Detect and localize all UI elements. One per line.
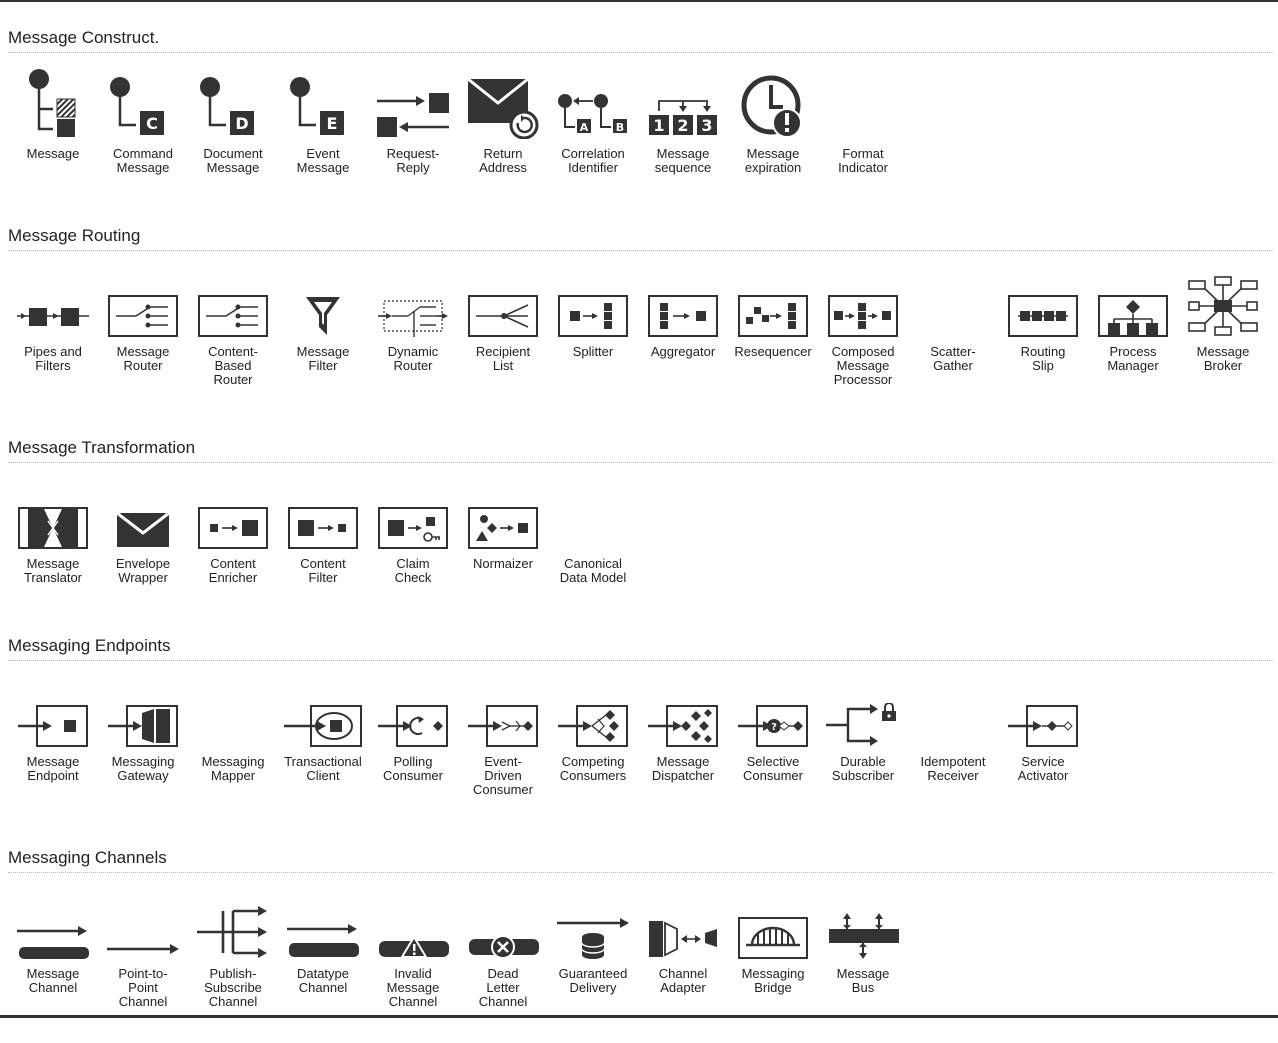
pattern-label: Channel Adapter xyxy=(658,966,708,995)
pattern-label: Return Address xyxy=(479,146,527,175)
pattern-item[interactable] xyxy=(368,677,458,783)
message-expiration-icon xyxy=(728,69,818,139)
pattern-item[interactable] xyxy=(548,69,638,175)
pattern-item[interactable] xyxy=(548,889,638,995)
pattern-item[interactable] xyxy=(728,69,818,175)
svg-text:?: ? xyxy=(771,722,777,733)
section-message-routing xyxy=(8,224,1278,421)
messaging-bridge-icon xyxy=(728,889,818,959)
pattern-label: Event- Driven Consumer xyxy=(473,754,533,797)
pattern-item[interactable] xyxy=(1178,267,1268,373)
pattern-item[interactable] xyxy=(908,677,998,783)
pattern-label: Recipient List xyxy=(475,344,531,373)
pattern-item[interactable] xyxy=(98,889,188,1009)
pattern-item[interactable] xyxy=(818,889,908,995)
pattern-item[interactable] xyxy=(368,479,458,585)
pattern-item[interactable] xyxy=(368,267,458,373)
pattern-label: Message Broker xyxy=(1196,344,1250,373)
svg-text:E: E xyxy=(326,114,338,133)
pattern-item[interactable] xyxy=(998,677,1088,783)
pattern-label: Messaging Bridge xyxy=(741,966,805,995)
invalid-message-channel-icon xyxy=(368,889,458,959)
pattern-item[interactable] xyxy=(8,889,98,995)
pipes-and-filters-icon xyxy=(8,267,98,337)
normalizer-icon xyxy=(458,479,548,549)
correlation-identifier-icon xyxy=(548,69,638,139)
claim-check-icon xyxy=(368,479,458,549)
polling-consumer-icon xyxy=(368,677,458,747)
pattern-label: Claim Check xyxy=(394,556,432,585)
resequencer-icon xyxy=(728,267,818,337)
pattern-label: Message Channel xyxy=(26,966,80,995)
pattern-item[interactable] xyxy=(188,889,278,1009)
section-title: Message Transformation xyxy=(8,436,1274,463)
pattern-item[interactable] xyxy=(278,69,368,175)
pattern-item[interactable] xyxy=(728,677,818,783)
pattern-item[interactable] xyxy=(728,889,818,995)
pattern-item[interactable] xyxy=(8,69,98,161)
pattern-label: Pipes and Filters xyxy=(24,344,82,373)
pattern-label: Messaging Gateway xyxy=(111,754,175,783)
service-activator-icon xyxy=(998,677,1088,747)
message-router-icon xyxy=(98,267,188,337)
section-messaging-channels xyxy=(8,846,1278,1043)
pattern-label: Transactional Client xyxy=(284,754,362,783)
pattern-label: Message Filter xyxy=(296,344,350,373)
pattern-item[interactable] xyxy=(638,889,728,995)
pattern-label: Idempotent Receiver xyxy=(920,754,986,783)
content-based-router-icon xyxy=(188,267,278,337)
pattern-label: Datatype Channel xyxy=(296,966,350,995)
message-filter-icon xyxy=(278,267,368,337)
pattern-label: Service Activator xyxy=(1017,754,1069,783)
durable-subscriber-icon xyxy=(818,677,908,747)
pattern-label: Correlation Identifier xyxy=(561,146,625,175)
pattern-label: Messaging Mapper xyxy=(201,754,265,783)
pattern-label: Command Message xyxy=(113,146,173,175)
datatype-channel-icon xyxy=(278,889,368,959)
pattern-label: Canonical Data Model xyxy=(559,556,627,585)
dynamic-router-icon xyxy=(368,267,458,337)
section-title: Messaging Channels xyxy=(8,846,1274,873)
command-message-icon xyxy=(98,69,188,139)
process-manager-icon xyxy=(1088,267,1178,337)
messaging-gateway-icon xyxy=(98,677,188,747)
message-translator-icon xyxy=(8,479,98,549)
pattern-item[interactable] xyxy=(188,677,278,783)
pattern-label: Guaranteed Delivery xyxy=(558,966,628,995)
return-address-icon xyxy=(458,69,548,139)
pattern-label: Invalid Message Channel xyxy=(386,966,440,1009)
pattern-list xyxy=(8,661,1278,831)
message-sequence-icon xyxy=(638,69,728,139)
pattern-label: Dead Letter Channel xyxy=(478,966,528,1009)
pattern-item[interactable] xyxy=(98,479,188,585)
pattern-item[interactable] xyxy=(458,889,548,1009)
pattern-label: Content Enricher xyxy=(208,556,258,585)
pattern-item[interactable] xyxy=(638,267,728,359)
pattern-item[interactable] xyxy=(188,479,278,585)
pattern-label: Resequencer xyxy=(734,344,812,359)
pattern-label: Message Bus xyxy=(836,966,890,995)
svg-text:D: D xyxy=(235,114,249,133)
event-driven-consumer-icon xyxy=(458,677,548,747)
pattern-item[interactable] xyxy=(278,889,368,995)
pattern-label: Aggregator xyxy=(650,344,716,359)
pattern-item[interactable] xyxy=(458,677,548,797)
svg-text:2: 2 xyxy=(677,116,689,135)
svg-text:C: C xyxy=(146,114,158,133)
pattern-label: Polling Consumer xyxy=(383,754,443,783)
pattern-item[interactable] xyxy=(98,677,188,783)
svg-text:A: A xyxy=(579,121,589,134)
empty-icon-slot xyxy=(818,69,908,139)
pattern-item[interactable] xyxy=(458,479,548,571)
aggregator-icon xyxy=(638,267,728,337)
content-enricher-icon xyxy=(188,479,278,549)
pattern-item[interactable] xyxy=(98,69,188,175)
pattern-item[interactable] xyxy=(188,69,278,175)
pattern-item[interactable] xyxy=(728,267,818,359)
routing-slip-icon xyxy=(998,267,1088,337)
pattern-item[interactable] xyxy=(188,267,278,387)
message-icon xyxy=(8,69,98,139)
pattern-label: Scatter- Gather xyxy=(930,344,976,373)
pattern-label: Format Indicator xyxy=(838,146,888,175)
pattern-item[interactable] xyxy=(8,479,98,585)
pattern-label: Splitter xyxy=(572,344,614,359)
pattern-label: Event Message xyxy=(296,146,350,175)
pattern-label: Document Message xyxy=(203,146,263,175)
document-message-icon xyxy=(188,69,278,139)
pattern-label: Message Translator xyxy=(23,556,83,585)
pattern-item[interactable] xyxy=(458,267,548,373)
empty-icon-slot xyxy=(908,267,998,337)
pattern-label: Process Manager xyxy=(1107,344,1159,373)
pattern-label: Composed Message Processor xyxy=(831,344,895,387)
pattern-label: Normaizer xyxy=(473,556,533,571)
empty-icon-slot xyxy=(908,677,998,747)
pattern-label: Dynamic Router xyxy=(387,344,439,373)
pattern-label: Competing Consumers xyxy=(559,754,627,783)
pattern-list xyxy=(8,251,1278,421)
pattern-item[interactable] xyxy=(1088,267,1178,373)
pattern-label: Point-to- Point Channel xyxy=(118,966,168,1009)
pattern-label: Content- Based Router xyxy=(208,344,258,387)
content-filter-icon xyxy=(278,479,368,549)
pattern-item[interactable] xyxy=(818,677,908,783)
pattern-item[interactable] xyxy=(638,677,728,783)
pattern-item[interactable] xyxy=(278,267,368,373)
svg-text:3: 3 xyxy=(701,116,713,135)
section-messaging-endpoints xyxy=(8,634,1278,831)
transactional-client-icon xyxy=(278,677,368,747)
channel-adapter-icon xyxy=(638,889,728,959)
recipient-list-icon xyxy=(458,267,548,337)
selective-consumer-icon xyxy=(728,677,818,747)
event-message-icon xyxy=(278,69,368,139)
pattern-item[interactable] xyxy=(998,267,1088,373)
pattern-label: Message expiration xyxy=(744,146,802,175)
section-title: Message Routing xyxy=(8,224,1274,251)
section-title: Messaging Endpoints xyxy=(8,634,1274,661)
empty-icon-slot xyxy=(548,479,638,549)
composed-message-processor-icon xyxy=(818,267,908,337)
pattern-item[interactable] xyxy=(818,267,908,387)
section-message-construct xyxy=(8,26,1278,223)
pattern-item[interactable] xyxy=(548,479,638,585)
pattern-item[interactable] xyxy=(638,69,728,175)
pattern-item[interactable] xyxy=(818,69,908,175)
pattern-item[interactable] xyxy=(548,677,638,783)
message-endpoint-icon xyxy=(8,677,98,747)
pattern-item[interactable] xyxy=(458,69,548,175)
envelope-wrapper-icon xyxy=(98,479,188,549)
pattern-list xyxy=(8,53,1278,223)
pattern-label: Message sequence xyxy=(654,146,712,175)
pattern-label: Routing Slip xyxy=(1020,344,1066,373)
guaranteed-delivery-icon xyxy=(548,889,638,959)
section-title: Message Construct. xyxy=(8,26,1274,53)
request-reply-icon xyxy=(368,69,458,139)
svg-text:B: B xyxy=(615,121,625,134)
pattern-item[interactable] xyxy=(278,479,368,585)
pattern-label: Durable Subscriber xyxy=(831,754,895,783)
competing-consumers-icon xyxy=(548,677,638,747)
pattern-label: Selective Consumer xyxy=(743,754,803,783)
pattern-item[interactable] xyxy=(278,677,368,783)
message-broker-icon xyxy=(1178,267,1268,337)
point-to-point-channel-icon xyxy=(98,889,188,959)
pattern-label: Message Router xyxy=(116,344,170,373)
pattern-label: Request- Reply xyxy=(386,146,440,175)
pattern-list xyxy=(8,463,1278,633)
pattern-label: Envelope Wrapper xyxy=(115,556,171,585)
pattern-item[interactable] xyxy=(368,69,458,175)
pattern-label: Message Endpoint xyxy=(26,754,80,783)
svg-text:1: 1 xyxy=(653,116,665,135)
message-bus-icon xyxy=(818,889,908,959)
pattern-item[interactable] xyxy=(368,889,458,1009)
pattern-label: Publish- Subscribe Channel xyxy=(204,966,262,1009)
pattern-item[interactable] xyxy=(98,267,188,373)
pattern-item[interactable] xyxy=(8,267,98,373)
pattern-label: Message Dispatcher xyxy=(651,754,715,783)
pattern-item[interactable] xyxy=(908,267,998,373)
pattern-label: Message xyxy=(26,146,80,161)
empty-icon-slot xyxy=(188,677,278,747)
dead-letter-channel-icon xyxy=(458,889,548,959)
pattern-item[interactable] xyxy=(548,267,638,359)
pattern-item[interactable] xyxy=(8,677,98,783)
splitter-icon xyxy=(548,267,638,337)
message-channel-icon xyxy=(8,889,98,959)
message-dispatcher-icon xyxy=(638,677,728,747)
publish-subscribe-channel-icon xyxy=(188,889,278,959)
pattern-label: Content Filter xyxy=(300,556,346,585)
section-message-transformation xyxy=(8,436,1278,633)
